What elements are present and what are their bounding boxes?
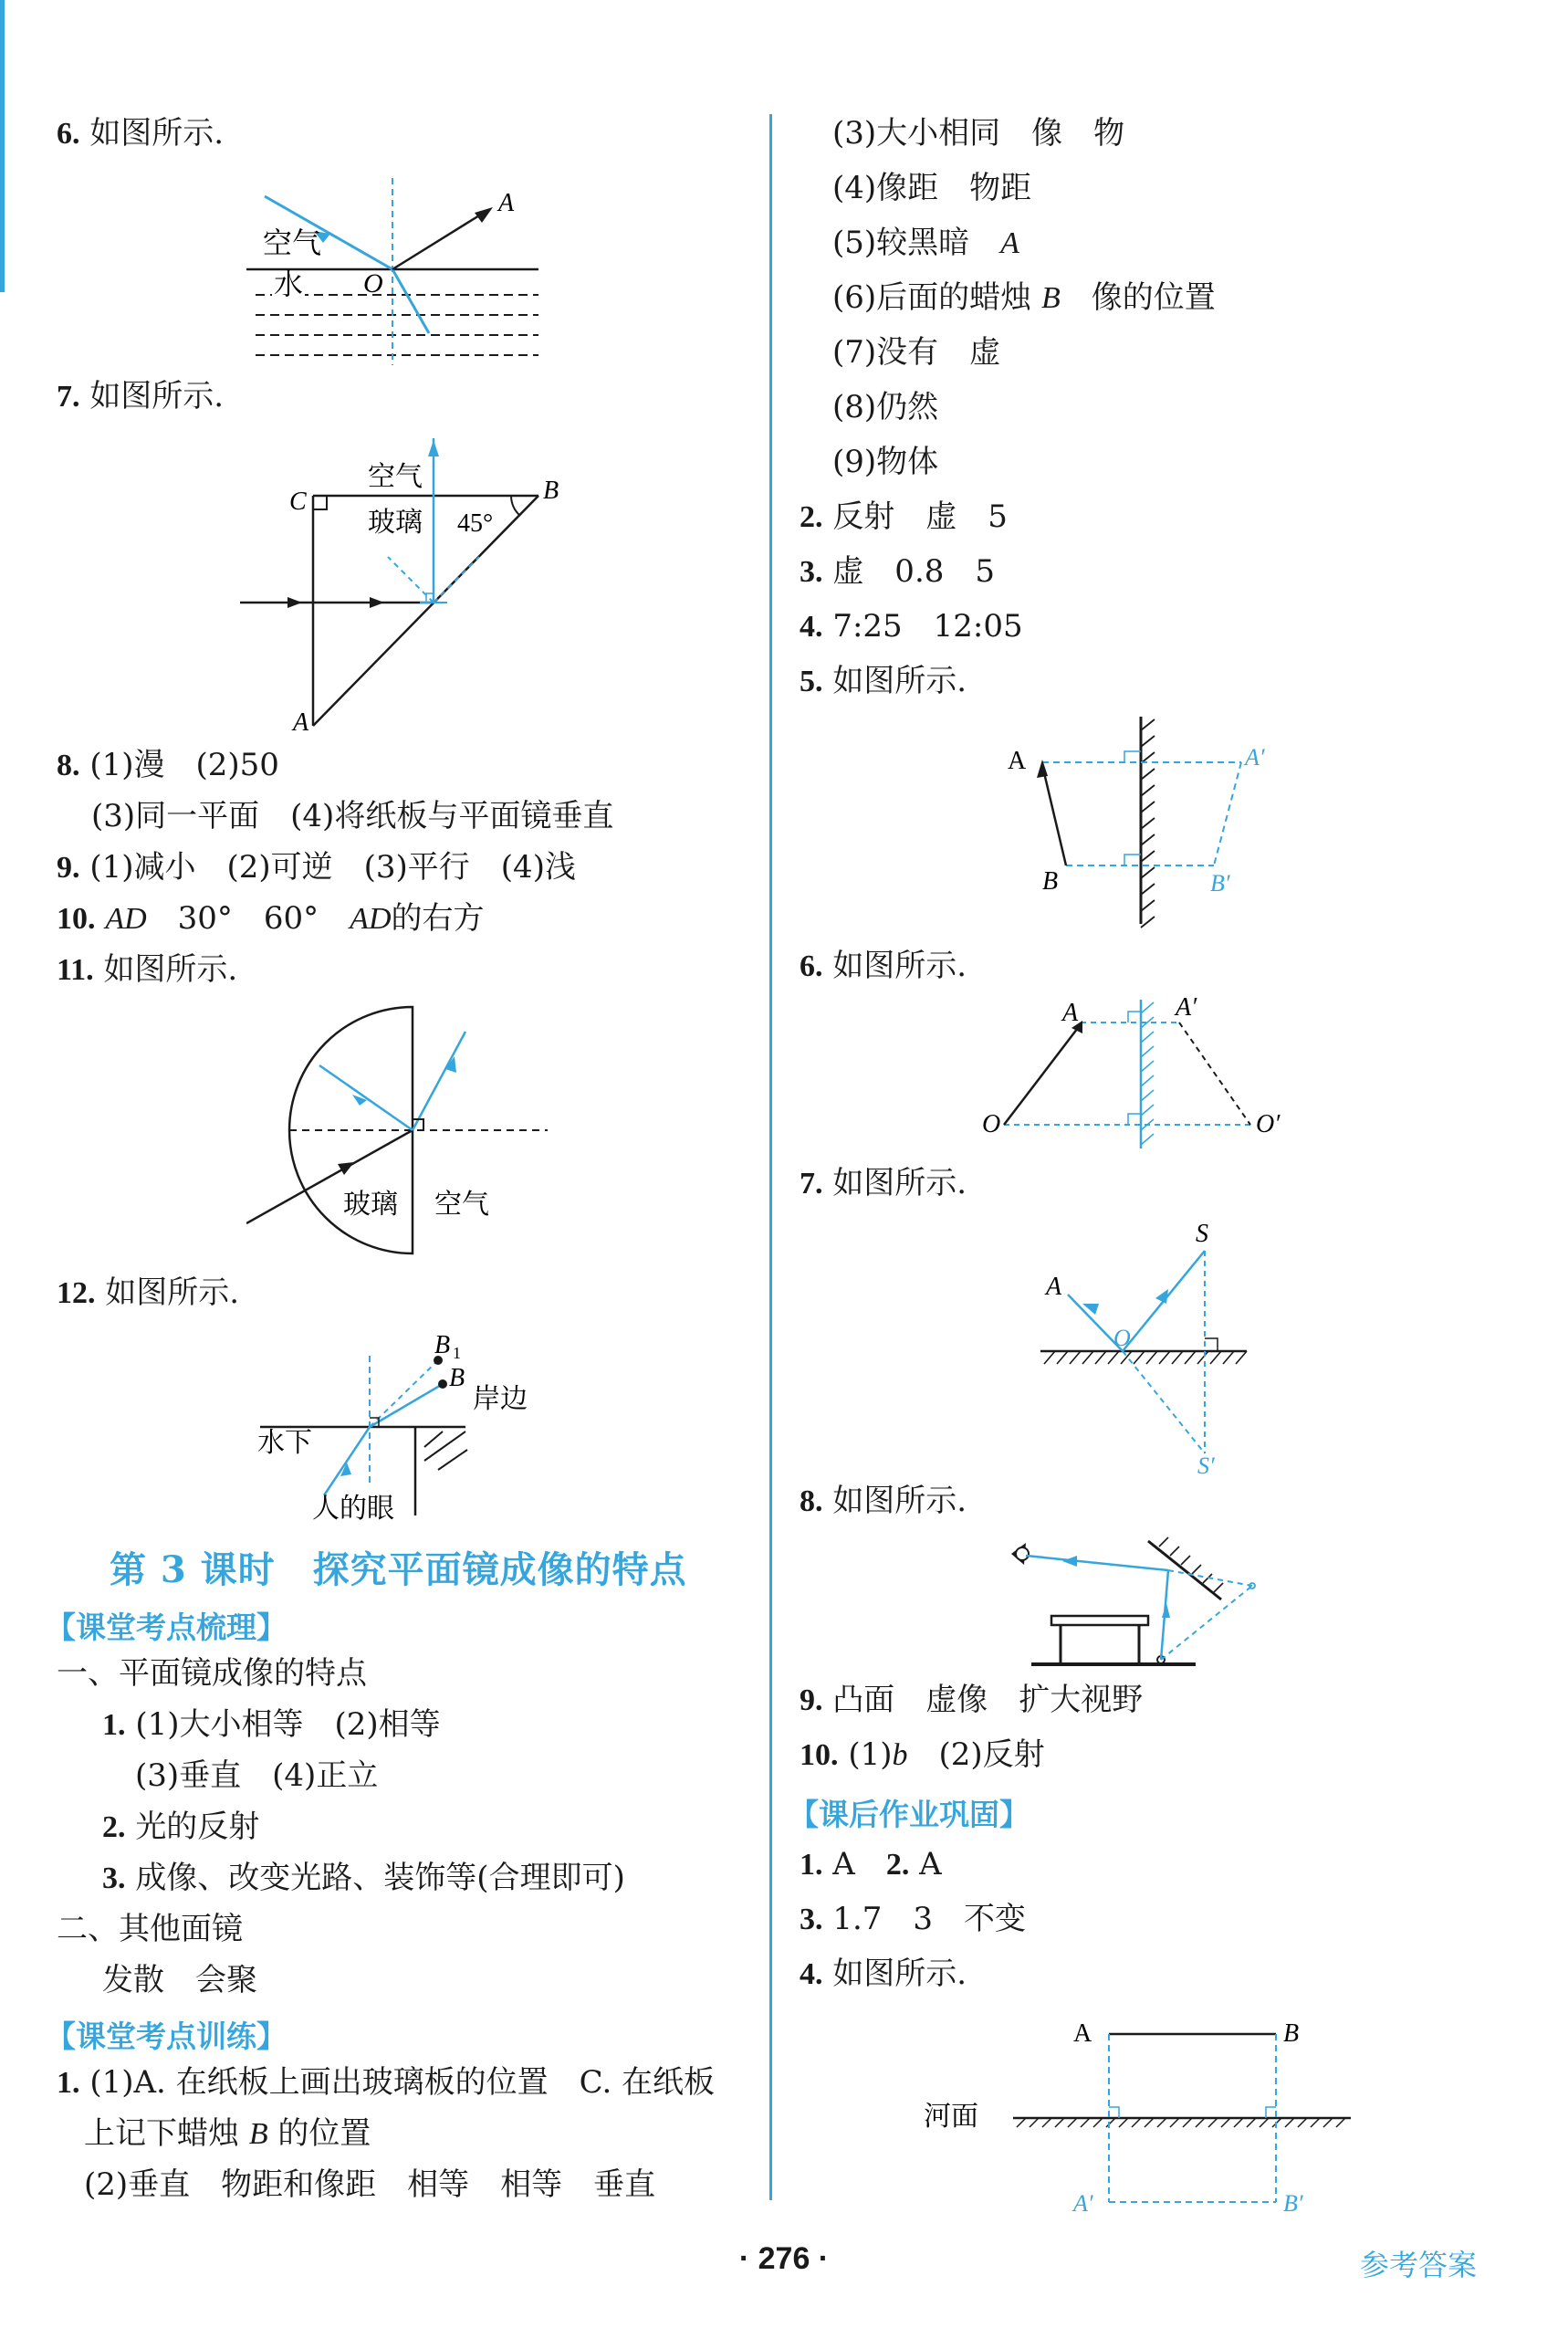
fig-r6-label-o: O: [982, 1110, 1001, 1138]
candle-b: B: [248, 2117, 268, 2151]
point-number: 1.: [102, 1708, 126, 1742]
answer-text: (1)减小 (2)可逆 (3)平行 (4)浅: [89, 849, 576, 886]
answer-12: [57, 1274, 239, 1312]
answer-text: (6)后面的蜡烛: [832, 279, 1041, 316]
answer-r2: [800, 498, 1008, 536]
answer-number: 2.: [885, 1848, 910, 1882]
answer-6: [57, 115, 224, 152]
segment-ad: AD: [350, 902, 392, 936]
segment-ad: AD: [105, 902, 147, 936]
answer-text: 上记下蜡烛: [84, 2115, 249, 2152]
answer-text: 如图所示.: [832, 948, 967, 984]
fig7-label-a: A: [293, 708, 309, 735]
answer-text: 7:25 12:05: [832, 608, 1023, 645]
fig-h4-label-river: 河面: [924, 2102, 978, 2132]
answer-number: 4.: [800, 1957, 823, 1991]
figure-mirror-under-table: [1004, 1534, 1278, 1671]
answer-number: 7.: [57, 380, 80, 414]
section-tag-training: 【课堂考点训练】: [46, 2019, 287, 2054]
fig11-label-glass: 玻璃: [343, 1190, 398, 1220]
figure-semicircle-glass: [246, 1000, 557, 1264]
sub-answer-3: (3)大小相同 像 物: [832, 115, 1125, 152]
point-2: [102, 1809, 259, 1846]
section-tag-homework: 【课后作业巩固】: [789, 1797, 1030, 1832]
fig12-label-eye: 人的眼: [312, 1494, 394, 1524]
fig-h4-label-b-prime: B′: [1283, 2190, 1303, 2217]
point-number: 2.: [102, 1810, 126, 1844]
fig7-label-angle: 45°: [457, 509, 494, 538]
answer-r6: [800, 948, 967, 985]
answer-text: 的位置: [267, 2115, 371, 2152]
sub-answer-6: [832, 279, 1216, 317]
figure-mirror-oa-image: [977, 995, 1305, 1155]
fig-r5-label-b-prime: B′: [1210, 870, 1230, 897]
answer-text: 如图所示.: [832, 663, 967, 699]
answer-text: A: [909, 1846, 942, 1882]
fig-r5-label-b: B: [1042, 867, 1059, 896]
answer-number: 1.: [57, 2066, 80, 2100]
answer-angles: 30° 60°: [146, 900, 350, 937]
answer-r10: [800, 1736, 1045, 1774]
fig7-label-air: 空气: [368, 462, 423, 492]
sub-answer-5: [832, 225, 1019, 262]
sub-answer-7: (7)没有 虚: [832, 334, 1001, 371]
fig7-label-c: C: [289, 488, 307, 516]
answer-number: 10.: [800, 1738, 839, 1772]
fig-h4-label-a-prime: A′: [1073, 2190, 1093, 2217]
fig-r6-label-a: A: [1062, 999, 1079, 1027]
answer-number: 6.: [57, 117, 80, 151]
fig6-label-water: 水: [274, 267, 304, 300]
fig7-label-b: B: [543, 477, 559, 505]
fig12-label-b1-subscript: 1: [453, 1344, 461, 1362]
fig-r7-label-a: A: [1046, 1273, 1062, 1301]
answer-number: 6.: [800, 949, 823, 983]
fig12-label-shore: 岸边: [473, 1384, 528, 1414]
answer-number: 3.: [800, 1903, 823, 1936]
answer-text: (5)较黑暗: [832, 225, 1001, 261]
answer-number: 1.: [800, 1848, 823, 1882]
answer-number: 2.: [800, 500, 823, 534]
fig-h4-label-b: B: [1283, 2019, 1300, 2048]
column-divider: [769, 114, 772, 2200]
answer-number: 9.: [800, 1683, 823, 1717]
answer-text: 虚 0.8 5: [832, 553, 996, 590]
homework-1-2: [800, 1846, 942, 1883]
fig11-label-air: 空气: [434, 1190, 489, 1220]
answer-7: [57, 378, 224, 415]
point-number: 3.: [102, 1861, 126, 1895]
point-1-line2: (3)垂直 (4)正立: [135, 1757, 379, 1794]
figure-refraction-air-water: [246, 178, 557, 370]
answer-11: [57, 951, 237, 989]
answer-text: 像的位置: [1060, 279, 1216, 316]
answer-number: 12.: [57, 1276, 96, 1310]
sub-answer-8: (8)仍然: [832, 389, 939, 425]
point-text: 成像、改变光路、装饰等(合理即可): [135, 1860, 625, 1896]
figure-mirror-ab-image: [995, 712, 1296, 931]
training-1-line2: [84, 2115, 371, 2153]
point-text: (1)大小相等 (2)相等: [135, 1706, 441, 1743]
answer-r5: [800, 663, 967, 700]
fig6-label-a: A: [498, 189, 515, 217]
answer-text: 凸面 虚像 扩大视野: [832, 1682, 1144, 1718]
figure-river-reflection: [922, 2008, 1360, 2218]
answer-text: (1)A. 在纸板上画出玻璃板的位置 C. 在纸板: [89, 2064, 716, 2101]
answer-number: 3.: [800, 555, 823, 589]
homework-3: [800, 1901, 1026, 1938]
fig6-label-o: O: [363, 268, 383, 299]
fig6-label-air: 空气: [263, 226, 322, 259]
answer-text: 如图所示.: [103, 951, 238, 988]
answer-text: 如图所示.: [89, 115, 225, 152]
training-1-line3: (2)垂直 物距和像距 相等 相等 垂直: [84, 2166, 656, 2203]
answer-number: 5.: [800, 665, 823, 698]
answer-number: 8.: [800, 1484, 823, 1518]
answer-text: 反射 虚 5: [832, 498, 1008, 535]
answer-text: 如图所示.: [832, 1165, 967, 1201]
answer-text: (1): [848, 1736, 893, 1773]
section-heading-1: 一、平面镜成像的特点: [57, 1655, 367, 1692]
fig-r7-label-s-prime: S′: [1197, 1452, 1215, 1479]
answer-r4: [800, 608, 1023, 645]
fig-r6-label-a-prime: A′: [1176, 995, 1197, 1022]
answer-r7: [800, 1165, 967, 1202]
fig12-label-b1: B: [434, 1331, 451, 1359]
page-number: · 276 ·: [738, 2241, 830, 2276]
answer-r3: [800, 553, 995, 591]
answer-text: 1.7 3 不变: [832, 1901, 1027, 1937]
answer-number: 7.: [800, 1167, 823, 1201]
answer-number: 9.: [57, 851, 80, 885]
figure-underwater-eye: [256, 1324, 557, 1525]
answer-text: 如图所示.: [832, 1956, 967, 1992]
section-tag-review: 【课堂考点梳理】: [46, 1610, 287, 1645]
other-mirrors-answer: 发散 会聚: [102, 1962, 257, 1998]
answer-number: 10.: [57, 902, 96, 936]
answer-text: A: [822, 1846, 886, 1882]
answer-number: 4.: [800, 610, 823, 644]
candle-a: A: [1000, 226, 1019, 260]
answer-text: (2)反射: [907, 1736, 1045, 1773]
answer-number: 11.: [57, 953, 94, 987]
fig12-label-b: B: [449, 1364, 465, 1392]
answer-number: 8.: [57, 749, 80, 782]
answer-9: [57, 849, 576, 886]
homework-4: [800, 1956, 967, 1993]
answer-letter-b: b: [892, 1738, 908, 1772]
answer-text: 的右方: [391, 900, 485, 937]
footer-section-label: 参考答案: [1359, 2248, 1477, 2282]
answer-text: (1)漫 (2)50: [89, 747, 279, 783]
answer-8-line1: [57, 747, 279, 784]
fig-r5-label-a-prime: A′: [1245, 744, 1265, 771]
answer-8-line2: (3)同一平面 (4)将纸板与平面镜垂直: [91, 798, 614, 834]
point-text: 光的反射: [135, 1809, 260, 1845]
fig-r6-label-o-prime: O′: [1256, 1110, 1281, 1138]
section-heading-2: 二、其他面镜: [57, 1911, 243, 1947]
candle-b: B: [1040, 281, 1061, 315]
point-3: [102, 1860, 625, 1897]
point-1-line1: [102, 1706, 441, 1744]
fig-r7-label-o: O: [1113, 1325, 1131, 1351]
fig12-label-underwater: 水下: [257, 1428, 312, 1458]
sub-answer-4: (4)像距 物距: [832, 170, 1032, 206]
figure-prism-total-reflection: [233, 429, 561, 735]
answer-text: 如图所示.: [89, 378, 225, 414]
answer-10: [57, 900, 485, 938]
fig-r7-label-s: S: [1196, 1220, 1208, 1248]
fig-h4-label-a: A: [1073, 2019, 1092, 2048]
sub-answer-9: (9)物体: [832, 444, 939, 480]
figure-mirror-reflection-s: [1022, 1214, 1260, 1479]
training-1-line1: [57, 2064, 715, 2102]
answer-r9: [800, 1682, 1143, 1719]
fig-r5-label-a: A: [1008, 747, 1027, 775]
page-edge-bar: [0, 0, 5, 292]
answer-r8: [800, 1483, 967, 1520]
answer-text: 如图所示.: [832, 1483, 967, 1519]
lesson-title: 第 3 课时 探究平面镜成像的特点: [110, 1548, 687, 1591]
fig7-label-glass: 玻璃: [368, 508, 423, 538]
answer-text: 如图所示.: [105, 1274, 240, 1311]
